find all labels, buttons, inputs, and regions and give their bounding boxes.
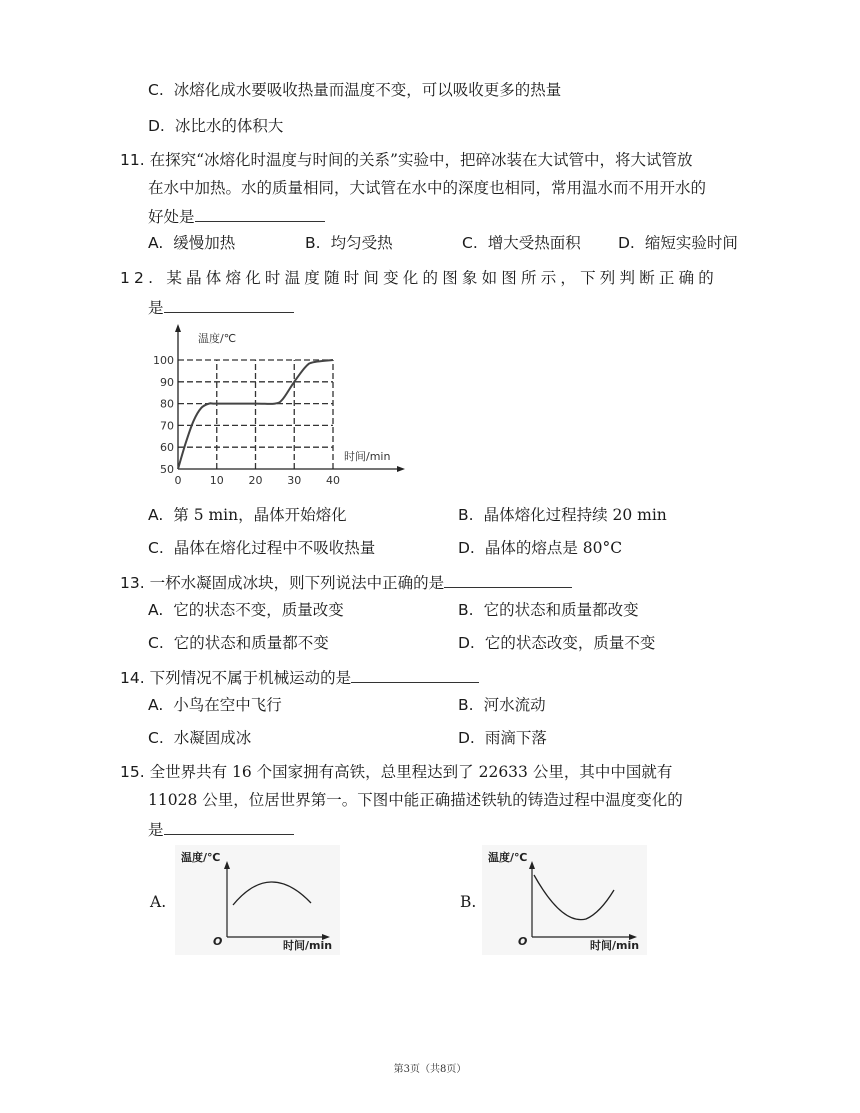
- q10-option-d: [148, 116, 283, 136]
- option-label: A.: [148, 601, 164, 619]
- x-tick-label: 10: [209, 474, 224, 487]
- option-text: 冰熔化成水要吸收热量而温度不变，可以吸收更多的热量: [173, 81, 562, 99]
- answer-blank[interactable]: [351, 666, 479, 683]
- origin-label: O: [518, 935, 528, 948]
- question-number: 14.: [120, 669, 145, 687]
- option-text: 均匀受热: [330, 234, 393, 252]
- question-number: 13.: [120, 574, 145, 592]
- question-number: 15.: [120, 763, 145, 781]
- option-text: 缓慢加热: [173, 234, 236, 252]
- q15-graph-b: [482, 845, 647, 955]
- q13-option-c: [148, 633, 329, 653]
- q14-option-d: [458, 728, 547, 748]
- q12-option-b: [458, 505, 667, 525]
- option-text: 晶体的熔点是 80°C: [484, 539, 623, 557]
- option-text: 水凝固成冰: [173, 729, 252, 747]
- x-axis-label: 时间/min: [283, 939, 333, 952]
- q15-line3: [148, 818, 294, 840]
- option-label: A.: [148, 506, 164, 524]
- x-axis-label: 时间/min: [344, 450, 391, 463]
- option-label: D.: [148, 117, 165, 135]
- q12-line1: [120, 268, 760, 288]
- q11-line2: 在水中加热。水的质量相同，大试管在水中的深度也相同，常用温水而不用开水的: [148, 179, 707, 197]
- chart-grid: [178, 360, 333, 469]
- y-axis-label: 温度/℃: [488, 851, 528, 864]
- option-label: C.: [148, 81, 164, 99]
- option-text: 缩短实验时间: [644, 234, 738, 252]
- x-axis-arrow: [397, 466, 405, 472]
- q14-option-b: [458, 695, 546, 715]
- q15-line2: 11028 公里，位居世界第一。下图中能正确描述铁轨的铸造过程中温度变化的: [148, 791, 683, 809]
- option-text: 第 5 min，晶体开始熔化: [173, 506, 347, 524]
- q10-option-c: [148, 80, 561, 100]
- option-text: 它的状态和质量都不变: [173, 634, 329, 652]
- answer-blank[interactable]: [164, 296, 294, 313]
- q13-option-b: [458, 600, 639, 620]
- option-label: A.: [148, 696, 164, 714]
- q11-option-a: [148, 233, 235, 253]
- q12-option-a: [148, 505, 347, 525]
- option-text: 它的状态和质量都改变: [483, 601, 639, 619]
- option-text: 小鸟在空中飞行: [173, 696, 282, 714]
- question-text: 某晶体熔化时温度随时间变化的图象如图所示，下列判断正确的: [166, 269, 719, 287]
- q11-option-b: [305, 233, 393, 253]
- option-text: 晶体熔化过程持续 20 min: [483, 506, 667, 524]
- y-tick-label: 70: [160, 419, 174, 433]
- option-text: 它的状态改变，质量不变: [484, 634, 656, 652]
- answer-blank[interactable]: [444, 571, 572, 588]
- y-axis-arrow: [175, 324, 181, 332]
- option-text: 它的状态不变，质量改变: [173, 601, 344, 619]
- option-label: C.: [148, 729, 164, 747]
- chart-ticks: [153, 354, 340, 487]
- x-tick-label: 0: [174, 474, 182, 487]
- option-label: B.: [458, 601, 474, 619]
- q13-option-d: [458, 633, 655, 653]
- x-tick-label: 40: [326, 474, 340, 487]
- y-tick-label: 80: [160, 397, 174, 411]
- q11-line3: [148, 205, 325, 227]
- y-tick-label: 60: [160, 441, 174, 455]
- q11-line1: [120, 150, 760, 170]
- question-text: 下列情况不属于机械运动的是: [149, 669, 352, 687]
- x-tick-label: 30: [287, 474, 302, 487]
- option-label: C.: [148, 539, 164, 557]
- question-text: 是: [148, 821, 164, 839]
- y-tick-label: 90: [160, 375, 174, 389]
- option-label: C.: [462, 234, 478, 252]
- q15-option-a-label: A.: [150, 893, 167, 911]
- y-tick-label: 50: [160, 463, 174, 476]
- x-tick-label: 20: [248, 474, 263, 487]
- temperature-time-chart: [150, 322, 410, 492]
- origin-label: O: [213, 935, 223, 948]
- q15-line1: [120, 762, 760, 782]
- option-label: D.: [458, 729, 475, 747]
- option-label: D.: [618, 234, 635, 252]
- option-text: 冰比水的体积大: [174, 117, 284, 135]
- q11-option-d: [618, 233, 738, 253]
- q12-option-d: [458, 538, 622, 558]
- question-text: 是: [148, 299, 164, 317]
- q12-option-c: [148, 538, 375, 558]
- y-axis-label: 温度/℃: [198, 332, 237, 345]
- y-axis-label: 温度/℃: [181, 851, 221, 864]
- option-text: 增大受热面积: [487, 234, 581, 252]
- question-text: 好处是: [148, 208, 195, 226]
- q12-line2: [148, 296, 294, 318]
- answer-blank[interactable]: [164, 818, 294, 835]
- option-label: D.: [458, 539, 475, 557]
- question-text: 全世界共有 16 个国家拥有高铁，总里程达到了 22633 公里，其中中国就有: [149, 763, 673, 781]
- q14-option-c: [148, 728, 251, 748]
- option-label: C.: [148, 634, 164, 652]
- y-tick-label: 100: [153, 354, 174, 367]
- option-label: A.: [148, 234, 164, 252]
- option-label: B.: [305, 234, 321, 252]
- q15-graph-a: [175, 845, 340, 955]
- page-footer: 第3页（共8页）: [393, 1064, 467, 1075]
- option-text: 河水流动: [483, 696, 546, 714]
- option-label: B.: [458, 506, 474, 524]
- option-label: D.: [458, 634, 475, 652]
- question-text: 在探究“冰熔化时温度与时间的关系”实验中，把碎冰装在大试管中，将大试管放: [149, 151, 693, 169]
- option-text: 晶体在熔化过程中不吸收热量: [173, 539, 376, 557]
- option-text: 雨滴下落: [484, 729, 547, 747]
- option-label: B.: [458, 696, 474, 714]
- x-axis-label: 时间/min: [590, 939, 640, 952]
- q14-option-a: [148, 695, 282, 715]
- question-text: 一杯水凝固成冰块，则下列说法中正确的是: [149, 574, 445, 592]
- question-number: 12.: [120, 269, 158, 287]
- q13-option-a: [148, 600, 344, 620]
- question-number: 11.: [120, 151, 145, 169]
- q11-option-c: [462, 233, 581, 253]
- answer-blank[interactable]: [195, 205, 325, 222]
- q13-line1: [120, 571, 572, 593]
- q14-line1: [120, 666, 479, 688]
- q15-option-b-label: B.: [460, 893, 477, 911]
